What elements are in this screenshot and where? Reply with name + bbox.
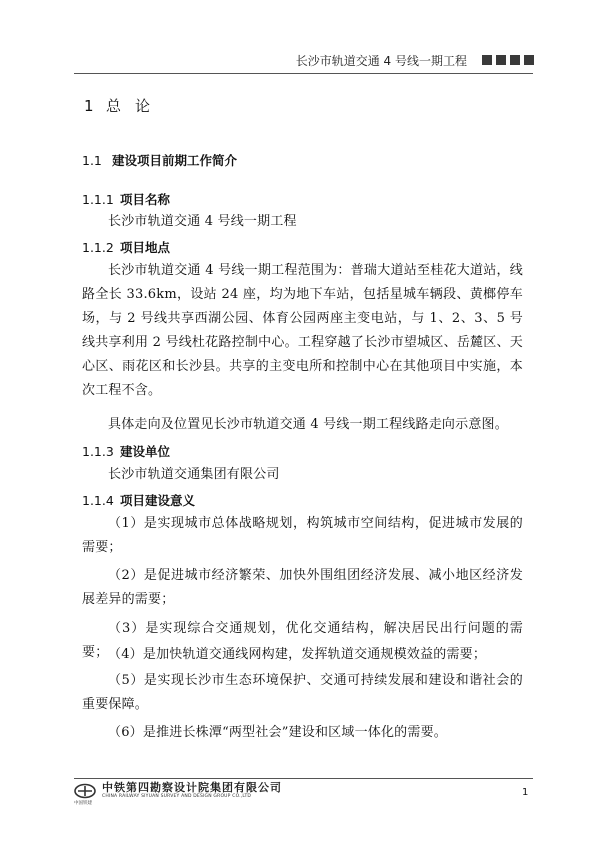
- section-number: 1.1: [82, 153, 102, 168]
- subsection-heading: [82, 491, 195, 509]
- company-name-en: CHINA RAILWAY SIYUAN SURVEY AND DESIGN GROUP CO.,LTD: [102, 794, 252, 799]
- company-logo-icon: [74, 783, 96, 806]
- section-title: 建设项目前期工作简介: [112, 153, 238, 168]
- subsection-title: 建设单位: [120, 444, 171, 459]
- significance-item: （5）是实现长沙市生态环境保护、交通可持续发展和建设和谐社会的重要保障。: [82, 673, 523, 712]
- header-divider: [74, 73, 533, 74]
- location-paragraph-2: 具体走向及位置见长沙市轨道交通 4 号线一期工程线路走向示意图。: [108, 417, 508, 432]
- significance-item: （1）是实现城市总体战略规划，构筑城市空间结构，促进城市发展的需要；: [82, 516, 523, 555]
- subsection-heading: [82, 238, 170, 256]
- significance-item: （6）是推进长株潭“两型社会”建设和区域一体化的需要。: [108, 725, 447, 740]
- subsection-heading: [82, 442, 170, 460]
- subsection-number: 1.1.3: [82, 444, 114, 459]
- subsection-number: 1.1.1: [82, 192, 114, 207]
- section-heading: [82, 151, 237, 169]
- significance-item: （3）是实现综合交通规划，优化交通结构，解决居民出行问题的需要；: [82, 621, 523, 660]
- chapter-number: 1: [84, 97, 94, 115]
- project-name-text: 长沙市轨道交通 4 号线一期工程: [108, 214, 297, 229]
- subsection-title: 项目建设意义: [120, 493, 196, 508]
- subsection-title: 项目地点: [120, 240, 171, 255]
- decor-square: [482, 55, 492, 65]
- significance-item: （4）是加快轨道交通线网构建，发挥轨道交通规模效益的需要；: [108, 647, 487, 662]
- decor-square: [510, 55, 520, 65]
- significance-item: （2）是促进城市经济繁荣、加快外围组团经济发展、减小地区经济发展差异的需要；: [82, 568, 523, 607]
- subsection-number: 1.1.2: [82, 240, 114, 255]
- subsection-title: 项目名称: [120, 192, 171, 207]
- company-name-cn: 中铁第四勘察设计院集团有限公司: [102, 781, 282, 794]
- subsection-number: 1.1.4: [82, 493, 114, 508]
- header-decoration: [482, 55, 534, 65]
- logo-subtext: 中国铁建: [74, 801, 92, 806]
- company-logo: [74, 781, 282, 806]
- subsection-heading: [82, 190, 170, 208]
- location-paragraph: 长沙市轨道交通 4 号线一期工程范围为：普瑞大道站至桂花大道站，线路全长 33.6km，设站 24 座，均为地下车站，包括星城车辆段、黄榔停车场，与 2 号线共享西湖公园、体育公园两座主变电站，与 1、2、3、5 号线共享利用 2 号线杜花路控制中心。工程穿越了长沙市望城区、岳麓区、天心区、雨花区和长沙县。共享的主变电所和控制中心在其他项目中实施，本次工程不含。: [82, 263, 523, 398]
- decor-square: [496, 55, 506, 65]
- chapter-title: 总论: [106, 97, 165, 115]
- header-title: 长沙市轨道交通 4 号线一期工程: [295, 54, 467, 68]
- footer-divider: [74, 778, 533, 779]
- page-number: 1: [522, 787, 529, 798]
- builder-text: 长沙市轨道交通集团有限公司: [108, 467, 280, 482]
- decor-square: [524, 55, 534, 65]
- chapter-heading: [84, 95, 164, 116]
